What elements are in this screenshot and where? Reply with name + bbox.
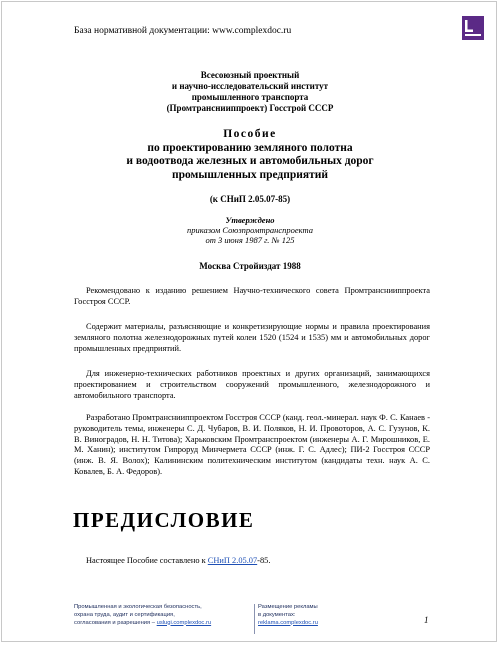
- paragraph-authors: Разработано Промтранснииппроектом Госстроя СССР (канд. геол.-минерал. наук Ф. С. Канаев - руководитель темы, инженеры С. Д. Чубаров, В. И. Поляков, Н. И. Провоторов, А. С. Гузунов, К. В. Виноградов, Н. Н. Титова); Харьковским Промтранспроектом (инженеры А. Г. Мирошников, Е. М. Ханин); институтом Гипроруд Минчермета СССР (инж. Г. С. Адлес); ПИ-2 Госстроя СССР (инж. В. Я. Волох); Калининским политехническим институтом (кандидаты техн. наук А. С. Ковалев, Б. А. Федоров).: [74, 413, 430, 476]
- footer-line: охрана труда, аудит и сертификация,: [74, 611, 175, 618]
- institution-line: промышленного транспорта: [191, 92, 309, 102]
- footer-line: в документах:: [258, 611, 296, 618]
- footer-ads-block: [258, 604, 388, 627]
- footer-line: Промышленная и экологическая безопасность,: [74, 604, 202, 610]
- snip-link[interactable]: СНиП 2.05.07: [207, 556, 258, 565]
- institution-line: и научно-исследовательский институт: [171, 81, 329, 91]
- paragraph-contents: Содержит материалы, разъясняющие и конкретизирующие нормы и правила проектирования земляного полотна железнодорожных путей колеи 1520 (1524 и 1535) мм и автомобильных дорог промышленных предприятий.: [74, 322, 430, 353]
- approval-line: от 3 июня 1987 г. № 125: [205, 235, 295, 245]
- preface-text-after: -85.: [257, 556, 271, 565]
- preface-text: [86, 556, 270, 565]
- preface-text-before: Настоящее Пособие составлено к: [86, 556, 208, 565]
- preface-heading: ПРЕДИСЛОВИЕ: [73, 508, 255, 532]
- header-site-text: База нормативной документации: www.complexdoc.ru: [74, 26, 292, 36]
- institution-block: [0, 70, 500, 114]
- document-title: [0, 128, 500, 182]
- footer-line: Размещение рекламы: [258, 604, 318, 610]
- footer-line: [74, 620, 250, 628]
- approval-block: [0, 215, 500, 245]
- footer-line-prefix: согласования и разрешения –: [74, 619, 157, 626]
- publisher-line: Москва Стройиздат 1988: [199, 261, 301, 271]
- title-line: и водоотвода железных и автомобильных дорог: [126, 155, 374, 167]
- page-number: 1: [424, 615, 429, 625]
- paragraph-audience: Для инженерно-технических работников проектных и других организаций, занимающихся проектированием и строительством сооружений промышленного, железнодорожного и автомобильного транспорта.: [74, 369, 430, 400]
- institution-line: Всесоюзный проектный: [200, 70, 300, 80]
- title-line: по проектированию земляного полотна: [147, 141, 353, 154]
- approval-line: Утверждено: [225, 215, 275, 225]
- snip-reference: (к СНиП 2.05.07-85): [209, 194, 291, 204]
- approval-line: приказом Союзпромтранспроекта: [186, 225, 314, 235]
- title-line: промышленных предприятий: [171, 168, 329, 181]
- institution-line: (Промтранснииппроект) Госстрой СССР: [166, 103, 334, 113]
- paragraph-recommendation: Рекомендовано к изданию решением Научно-технического совета Промтранснииппроекта Госстроя СССР.: [74, 286, 430, 306]
- uslugi-link[interactable]: uslugi.complexdoc.ru: [156, 619, 212, 626]
- reklama-link[interactable]: reklama.complexdoc.ru: [258, 619, 318, 626]
- title-line: Пособие: [223, 128, 277, 140]
- complexdoc-logo-icon[interactable]: [462, 16, 484, 40]
- footer-services-block: [74, 604, 250, 627]
- footer-divider: [254, 604, 255, 634]
